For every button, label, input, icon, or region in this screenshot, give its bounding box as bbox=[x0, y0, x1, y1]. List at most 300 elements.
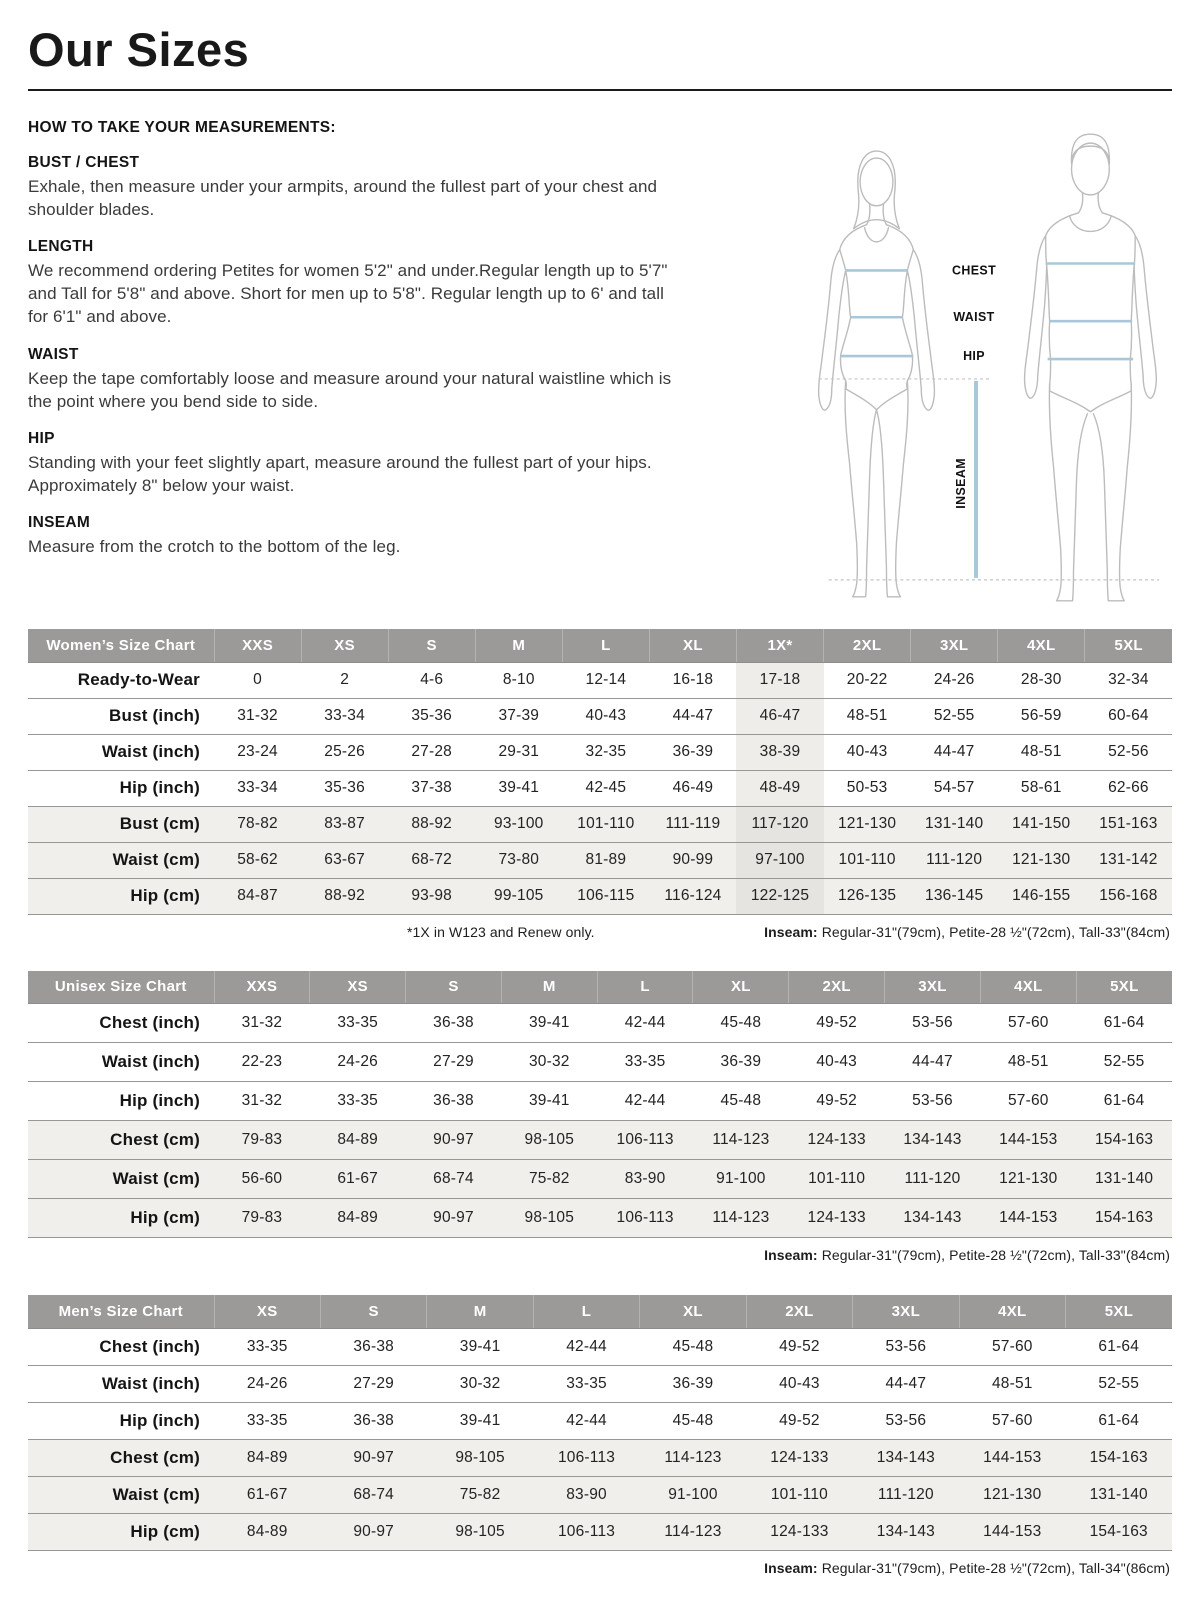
size-cell: 44-47 bbox=[933, 743, 975, 760]
size-cell: 35-36 bbox=[324, 779, 365, 796]
size-cell: 52-55 bbox=[933, 707, 975, 724]
size-cell: 62-66 bbox=[1108, 779, 1149, 796]
size-cell: 39-41 bbox=[459, 1337, 501, 1355]
size-cell: 33-34 bbox=[324, 707, 365, 724]
size-cell: 101-110 bbox=[808, 1170, 866, 1187]
row-label: Waist (cm) bbox=[112, 1169, 200, 1188]
mens-size-table-host bbox=[28, 1295, 1172, 1551]
mens-inseam-footnote bbox=[764, 1560, 1170, 1576]
size-cell: 121-130 bbox=[837, 815, 897, 832]
size-cell: 57-60 bbox=[991, 1337, 1033, 1355]
size-cell: 114-123 bbox=[664, 1448, 722, 1466]
size-cell: 144-153 bbox=[999, 1131, 1058, 1148]
size-cell: 49-52 bbox=[779, 1411, 820, 1429]
size-cell: 49-52 bbox=[779, 1337, 820, 1355]
size-cell: 84-89 bbox=[337, 1209, 379, 1226]
size-column-header: 2XL bbox=[746, 1295, 852, 1328]
mens-footnotes bbox=[30, 1560, 1170, 1581]
size-cell: 75-82 bbox=[459, 1485, 501, 1503]
unisex-inseam-footnote bbox=[764, 1247, 1170, 1263]
size-cell: 61-64 bbox=[1103, 1014, 1145, 1031]
size-cell: 36-38 bbox=[353, 1411, 394, 1429]
size-cell: 20-22 bbox=[846, 671, 888, 688]
size-cell: 154-163 bbox=[1094, 1209, 1154, 1226]
page-title: Our Sizes bbox=[28, 23, 250, 76]
size-cell: 44-47 bbox=[912, 1053, 953, 1070]
size-cell: 151-163 bbox=[1099, 815, 1158, 832]
size-cell: 93-98 bbox=[411, 887, 453, 904]
instruction-title: INSEAM bbox=[28, 513, 91, 531]
size-cell: 48-51 bbox=[1007, 1053, 1049, 1070]
size-cell: 121-130 bbox=[983, 1485, 1042, 1503]
inseam-label: INSEAM bbox=[954, 458, 969, 509]
size-cell: 53-56 bbox=[885, 1337, 927, 1355]
size-cell: 42-45 bbox=[585, 779, 627, 796]
size-cell: 57-60 bbox=[1007, 1014, 1049, 1031]
size-cell: 79-83 bbox=[241, 1131, 283, 1148]
inseam-footnote-label: Inseam: bbox=[764, 1559, 818, 1576]
size-column-header: 2XL bbox=[789, 971, 885, 1004]
size-cell: 126-135 bbox=[837, 887, 897, 904]
size-cell: 136-145 bbox=[925, 887, 984, 904]
unisex-size-table-host bbox=[28, 971, 1172, 1239]
size-column-header: XXS bbox=[214, 971, 310, 1004]
size-column-header: 4XL bbox=[998, 629, 1085, 662]
size-table-row bbox=[28, 1328, 1172, 1365]
size-table-row bbox=[28, 1476, 1172, 1513]
size-cell: 33-35 bbox=[246, 1337, 288, 1355]
size-cell: 58-61 bbox=[1020, 779, 1062, 796]
size-cell: 88-92 bbox=[411, 815, 453, 832]
body-diagram-svg bbox=[784, 117, 1172, 609]
size-cell: 12-14 bbox=[585, 671, 627, 688]
size-table-row bbox=[28, 806, 1172, 842]
size-cell: 131-142 bbox=[1099, 851, 1158, 868]
size-cell: 46-47 bbox=[736, 698, 823, 734]
size-cell: 134-143 bbox=[876, 1448, 935, 1466]
size-column-header: 2XL bbox=[824, 629, 911, 662]
size-cell: 131-140 bbox=[1094, 1170, 1154, 1187]
size-cell: 106-113 bbox=[557, 1522, 616, 1540]
size-cell: 61-67 bbox=[337, 1170, 379, 1187]
size-cell: 83-90 bbox=[566, 1485, 607, 1503]
instruction-title: BUST / CHEST bbox=[28, 154, 140, 171]
size-column-header: 3XL bbox=[885, 971, 981, 1004]
size-cell: 141-150 bbox=[1012, 815, 1071, 832]
size-cell: 90-97 bbox=[353, 1448, 394, 1466]
size-cell: 45-48 bbox=[720, 1092, 762, 1109]
row-label: Hip (inch) bbox=[119, 1410, 200, 1430]
size-cell: 16-18 bbox=[672, 671, 714, 688]
size-column-header: XL bbox=[640, 1295, 746, 1328]
size-cell: 101-110 bbox=[577, 815, 635, 832]
unisex-table-title: Unisex Size Chart bbox=[28, 971, 214, 1004]
size-cell: 27-29 bbox=[353, 1374, 394, 1392]
instruction-title: WAIST bbox=[28, 345, 79, 363]
womens-size-table-host bbox=[28, 629, 1172, 915]
size-cell: 32-35 bbox=[585, 743, 627, 760]
size-cell: 39-41 bbox=[498, 779, 540, 796]
size-cell: 111-119 bbox=[665, 815, 721, 832]
size-cell: 44-47 bbox=[885, 1374, 927, 1392]
size-cell: 50-53 bbox=[846, 779, 888, 796]
size-cell: 28-30 bbox=[1020, 671, 1062, 688]
size-column-header: S bbox=[320, 1295, 426, 1328]
size-cell: 33-35 bbox=[337, 1092, 379, 1109]
size-cell: 44-47 bbox=[672, 707, 714, 724]
size-cell: 90-97 bbox=[433, 1131, 474, 1148]
size-cell: 53-56 bbox=[912, 1092, 953, 1109]
unisex-size-table bbox=[28, 971, 1172, 1239]
inseam-footnote-text: Regular-31"(79cm), Petite-28 ½"(72cm), Tall-33"(84cm) bbox=[817, 923, 1170, 940]
size-cell: 114-123 bbox=[712, 1209, 770, 1226]
size-column-header: XL bbox=[693, 971, 789, 1004]
size-cell: 0 bbox=[253, 671, 262, 688]
size-table-row bbox=[28, 1439, 1172, 1476]
row-label: Hip (cm) bbox=[130, 1208, 200, 1227]
size-cell: 131-140 bbox=[925, 815, 984, 832]
size-cell: 52-56 bbox=[1108, 743, 1149, 760]
size-cell: 121-130 bbox=[1012, 851, 1071, 868]
size-cell: 25-26 bbox=[324, 743, 365, 760]
size-cell: 24-26 bbox=[246, 1374, 288, 1392]
row-label: Hip (cm) bbox=[130, 886, 200, 905]
row-label: Waist (cm) bbox=[112, 1484, 200, 1504]
size-table-row bbox=[28, 1004, 1172, 1043]
size-cell: 90-97 bbox=[433, 1209, 474, 1226]
size-cell: 98-105 bbox=[455, 1448, 505, 1466]
womens-size-table bbox=[28, 629, 1172, 915]
size-cell: 75-82 bbox=[528, 1170, 570, 1187]
size-cell: 58-62 bbox=[237, 851, 278, 868]
size-column-header: XXS bbox=[214, 629, 301, 662]
size-table-row bbox=[28, 1121, 1172, 1160]
size-cell: 27-29 bbox=[433, 1053, 474, 1070]
row-label: Waist (cm) bbox=[112, 850, 200, 869]
size-cell: 45-48 bbox=[672, 1337, 714, 1355]
unisex-size-chart-block bbox=[28, 971, 1172, 1296]
size-table-row bbox=[28, 662, 1172, 698]
size-cell: 48-49 bbox=[736, 770, 823, 806]
size-column-header: XS bbox=[214, 1295, 320, 1328]
man-figure-outline bbox=[1025, 134, 1157, 601]
size-cell: 40-43 bbox=[585, 707, 627, 724]
instruction-body: Measure from the crotch to the bottom of the leg. bbox=[28, 536, 401, 556]
size-cell: 36-39 bbox=[672, 1374, 714, 1392]
size-cell: 57-60 bbox=[991, 1411, 1033, 1429]
size-cell: 42-44 bbox=[624, 1092, 666, 1109]
size-cell: 98-105 bbox=[524, 1131, 575, 1148]
size-cell: 30-32 bbox=[459, 1374, 501, 1392]
size-column-header: 5XL bbox=[1076, 971, 1172, 1004]
size-column-header: S bbox=[388, 629, 475, 662]
size-column-header: 3XL bbox=[911, 629, 998, 662]
size-cell: 154-163 bbox=[1089, 1448, 1148, 1466]
size-column-header: 5XL bbox=[1066, 1295, 1173, 1328]
size-cell: 111-120 bbox=[877, 1485, 934, 1503]
womens-1x-footnote: *1X in W123 and Renew only. bbox=[407, 923, 595, 940]
mens-table-title: Men’s Size Chart bbox=[28, 1295, 214, 1328]
size-cell: 63-67 bbox=[324, 851, 365, 868]
size-column-header: M bbox=[427, 1295, 533, 1328]
womens-table-title: Women’s Size Chart bbox=[28, 629, 214, 662]
row-label: Ready-to-Wear bbox=[77, 670, 200, 689]
size-cell: 61-64 bbox=[1098, 1337, 1140, 1355]
instruction-body: Exhale, then measure under your armpits, around the fullest part of your chest and shoulder blades. bbox=[28, 177, 658, 220]
size-cell: 134-143 bbox=[903, 1209, 962, 1226]
size-cell: 61-64 bbox=[1103, 1092, 1145, 1109]
size-cell: 39-41 bbox=[459, 1411, 501, 1429]
size-cell: 33-35 bbox=[246, 1411, 288, 1429]
size-cell: 61-67 bbox=[246, 1485, 288, 1503]
instruction-bust-chest bbox=[28, 154, 728, 221]
size-table-row bbox=[28, 1402, 1172, 1439]
size-cell: 33-34 bbox=[237, 779, 278, 796]
size-cell: 32-34 bbox=[1108, 671, 1149, 688]
size-table-row bbox=[28, 698, 1172, 734]
size-cell: 31-32 bbox=[241, 1092, 283, 1109]
row-label: Bust (inch) bbox=[109, 706, 200, 725]
size-cell: 111-120 bbox=[926, 851, 983, 868]
instruction-inseam bbox=[28, 514, 728, 558]
size-table-header-row bbox=[28, 1295, 1172, 1328]
size-cell: 116-124 bbox=[664, 887, 722, 904]
size-cell: 83-90 bbox=[624, 1170, 666, 1187]
size-cell: 61-64 bbox=[1098, 1411, 1140, 1429]
size-table-row bbox=[28, 770, 1172, 806]
size-cell: 17-18 bbox=[736, 662, 823, 698]
size-cell: 88-92 bbox=[324, 887, 365, 904]
size-column-header: S bbox=[406, 971, 502, 1004]
size-cell: 57-60 bbox=[1007, 1092, 1049, 1109]
size-table-row bbox=[28, 1199, 1172, 1238]
size-cell: 31-32 bbox=[241, 1014, 283, 1031]
unisex-footnotes bbox=[30, 1247, 1170, 1268]
size-column-header: L bbox=[597, 971, 693, 1004]
size-cell: 45-48 bbox=[720, 1014, 762, 1031]
chest-label: CHEST bbox=[951, 263, 997, 278]
size-cell: 49-52 bbox=[816, 1092, 857, 1109]
size-cell: 98-105 bbox=[455, 1522, 505, 1540]
size-cell: 45-48 bbox=[672, 1411, 714, 1429]
size-cell: 54-57 bbox=[933, 779, 975, 796]
womens-size-chart-block bbox=[28, 629, 1172, 971]
instruction-body: Keep the tape comfortably loose and measure around your natural waistline which is the point where you bend side to side. bbox=[28, 368, 672, 411]
size-table-header-row bbox=[28, 629, 1172, 662]
size-cell: 122-125 bbox=[736, 878, 823, 914]
row-label: Hip (inch) bbox=[119, 1091, 200, 1110]
size-cell: 39-41 bbox=[528, 1092, 570, 1109]
measurement-instructions bbox=[28, 117, 728, 609]
size-cell: 33-35 bbox=[337, 1014, 379, 1031]
size-cell: 35-36 bbox=[411, 707, 453, 724]
inseam-footnote-text: Regular-31"(79cm), Petite-28 ½"(72cm), Tall-33"(84cm) bbox=[817, 1247, 1170, 1263]
size-cell: 84-89 bbox=[246, 1522, 288, 1540]
size-column-header: L bbox=[562, 629, 649, 662]
inseam-footnote-label: Inseam: bbox=[764, 923, 818, 940]
size-cell: 93-100 bbox=[494, 815, 544, 832]
size-cell: 91-100 bbox=[716, 1170, 766, 1187]
woman-figure-outline bbox=[819, 151, 935, 597]
size-table-row bbox=[28, 1513, 1172, 1550]
size-cell: 49-52 bbox=[816, 1014, 857, 1031]
size-cell: 101-110 bbox=[770, 1485, 828, 1503]
size-cell: 33-35 bbox=[566, 1374, 607, 1392]
size-cell: 68-72 bbox=[411, 851, 453, 868]
size-cell: 42-44 bbox=[566, 1337, 607, 1355]
size-column-header: 4XL bbox=[959, 1295, 1065, 1328]
row-label: Waist (inch) bbox=[101, 1052, 200, 1071]
size-column-header: M bbox=[475, 629, 562, 662]
size-cell: 83-87 bbox=[324, 815, 365, 832]
size-cell: 53-56 bbox=[912, 1014, 953, 1031]
size-column-header: L bbox=[533, 1295, 639, 1328]
size-cell: 2 bbox=[340, 671, 350, 688]
size-cell: 106-113 bbox=[616, 1209, 674, 1226]
mens-size-chart-block bbox=[28, 1295, 1172, 1581]
size-column-header: XS bbox=[310, 971, 406, 1004]
instruction-length bbox=[28, 238, 728, 328]
size-cell: 40-43 bbox=[779, 1374, 820, 1392]
measurement-guide-section bbox=[28, 117, 1172, 609]
size-cell: 146-155 bbox=[1012, 887, 1071, 904]
size-cell: 124-133 bbox=[807, 1209, 866, 1226]
size-cell: 36-38 bbox=[433, 1014, 474, 1031]
size-cell: 56-59 bbox=[1020, 707, 1062, 724]
mens-size-table bbox=[28, 1295, 1172, 1551]
size-cell: 52-55 bbox=[1098, 1374, 1140, 1392]
size-cell: 154-163 bbox=[1094, 1131, 1154, 1148]
size-cell: 27-28 bbox=[411, 743, 453, 760]
size-cell: 68-74 bbox=[353, 1485, 394, 1503]
size-cell: 106-113 bbox=[557, 1448, 616, 1466]
size-cell: 144-153 bbox=[983, 1522, 1042, 1540]
size-cell: 22-23 bbox=[241, 1053, 283, 1070]
size-cell: 124-133 bbox=[770, 1522, 829, 1540]
title-divider bbox=[28, 89, 1172, 91]
size-cell: 91-100 bbox=[668, 1485, 718, 1503]
size-column-header: 3XL bbox=[853, 1295, 959, 1328]
size-cell: 134-143 bbox=[876, 1522, 935, 1540]
size-cell: 114-123 bbox=[712, 1131, 770, 1148]
size-cell: 124-133 bbox=[770, 1448, 829, 1466]
row-label: Chest (cm) bbox=[110, 1447, 200, 1467]
size-table-header-row bbox=[28, 971, 1172, 1004]
size-column-header: 4XL bbox=[980, 971, 1076, 1004]
row-label: Hip (inch) bbox=[119, 778, 200, 797]
size-cell: 24-26 bbox=[933, 671, 975, 688]
size-cell: 154-163 bbox=[1089, 1522, 1148, 1540]
instruction-waist bbox=[28, 346, 728, 413]
row-label: Chest (inch) bbox=[99, 1336, 200, 1356]
size-cell: 68-74 bbox=[433, 1170, 474, 1187]
size-cell: 78-82 bbox=[237, 815, 278, 832]
size-cell: 90-97 bbox=[353, 1522, 394, 1540]
size-cell: 81-89 bbox=[585, 851, 627, 868]
instruction-body: Standing with your feet slightly apart, measure around the fullest part of your hips. Approximately 8" below your waist. bbox=[28, 452, 652, 495]
hip-label: HIP bbox=[963, 349, 985, 364]
size-cell: 40-43 bbox=[846, 743, 888, 760]
size-cell: 124-133 bbox=[807, 1131, 866, 1148]
row-label: Waist (inch) bbox=[101, 742, 200, 761]
size-table-row bbox=[28, 842, 1172, 878]
size-cell: 111-120 bbox=[904, 1170, 961, 1187]
size-cell: 114-123 bbox=[664, 1522, 722, 1540]
womens-inseam-footnote bbox=[764, 924, 1170, 940]
inseam-footnote-label: Inseam: bbox=[764, 1247, 818, 1263]
size-cell: 33-35 bbox=[624, 1053, 666, 1070]
size-cell: 36-38 bbox=[433, 1092, 474, 1109]
size-cell: 8-10 bbox=[502, 671, 535, 688]
size-cell: 98-105 bbox=[524, 1209, 575, 1226]
row-label: Chest (inch) bbox=[99, 1013, 200, 1032]
row-label: Bust (cm) bbox=[119, 814, 200, 833]
instruction-hip bbox=[28, 430, 728, 497]
size-cell: 90-99 bbox=[672, 851, 714, 868]
size-cell: 84-89 bbox=[337, 1131, 379, 1148]
size-cell: 53-56 bbox=[885, 1411, 927, 1429]
size-cell: 101-110 bbox=[838, 851, 896, 868]
size-cell: 84-89 bbox=[246, 1448, 288, 1466]
size-cell: 23-24 bbox=[237, 743, 278, 760]
size-column-header: 1X* bbox=[736, 629, 823, 662]
size-cell: 42-44 bbox=[566, 1411, 607, 1429]
size-table-row bbox=[28, 1043, 1172, 1082]
size-cell: 36-38 bbox=[353, 1337, 394, 1355]
size-cell: 42-44 bbox=[624, 1014, 666, 1031]
size-cell: 97-100 bbox=[736, 842, 823, 878]
waist-label: WAIST bbox=[953, 310, 995, 325]
size-cell: 106-115 bbox=[577, 887, 635, 904]
size-cell: 46-49 bbox=[672, 779, 714, 796]
row-label: Hip (cm) bbox=[130, 1521, 200, 1541]
size-cell: 30-32 bbox=[528, 1053, 570, 1070]
size-cell: 121-130 bbox=[999, 1170, 1058, 1187]
size-cell: 117-120 bbox=[736, 806, 823, 842]
size-cell: 48-51 bbox=[991, 1374, 1033, 1392]
instruction-title: LENGTH bbox=[28, 238, 94, 256]
instruction-title: HIP bbox=[28, 429, 55, 447]
size-column-header: XL bbox=[649, 629, 736, 662]
size-cell: 79-83 bbox=[241, 1209, 283, 1226]
size-table-row bbox=[28, 1160, 1172, 1199]
size-cell: 144-153 bbox=[983, 1448, 1042, 1466]
size-cell: 106-113 bbox=[616, 1131, 674, 1148]
size-cell: 37-39 bbox=[498, 707, 540, 724]
size-cell: 29-31 bbox=[498, 743, 540, 760]
row-label: Chest (cm) bbox=[110, 1130, 200, 1149]
size-cell: 134-143 bbox=[903, 1131, 962, 1148]
size-cell: 4-6 bbox=[420, 671, 444, 688]
size-table-row bbox=[28, 734, 1172, 770]
size-cell: 31-32 bbox=[237, 707, 278, 724]
size-cell: 38-39 bbox=[736, 734, 823, 770]
size-cell: 56-60 bbox=[241, 1170, 283, 1187]
size-cell: 131-140 bbox=[1089, 1485, 1148, 1503]
size-cell: 156-168 bbox=[1099, 887, 1158, 904]
instructions-heading: HOW TO TAKE YOUR MEASUREMENTS: bbox=[28, 119, 336, 136]
size-cell: 36-39 bbox=[720, 1053, 762, 1070]
size-cell: 52-55 bbox=[1103, 1053, 1145, 1070]
size-cell: 60-64 bbox=[1108, 707, 1149, 724]
size-cell: 73-80 bbox=[498, 851, 540, 868]
size-cell: 99-105 bbox=[494, 887, 544, 904]
size-column-header: XS bbox=[301, 629, 388, 662]
size-column-header: 5XL bbox=[1085, 629, 1172, 662]
size-cell: 24-26 bbox=[337, 1053, 379, 1070]
size-cell: 37-38 bbox=[411, 779, 453, 796]
size-table-row bbox=[28, 1082, 1172, 1121]
